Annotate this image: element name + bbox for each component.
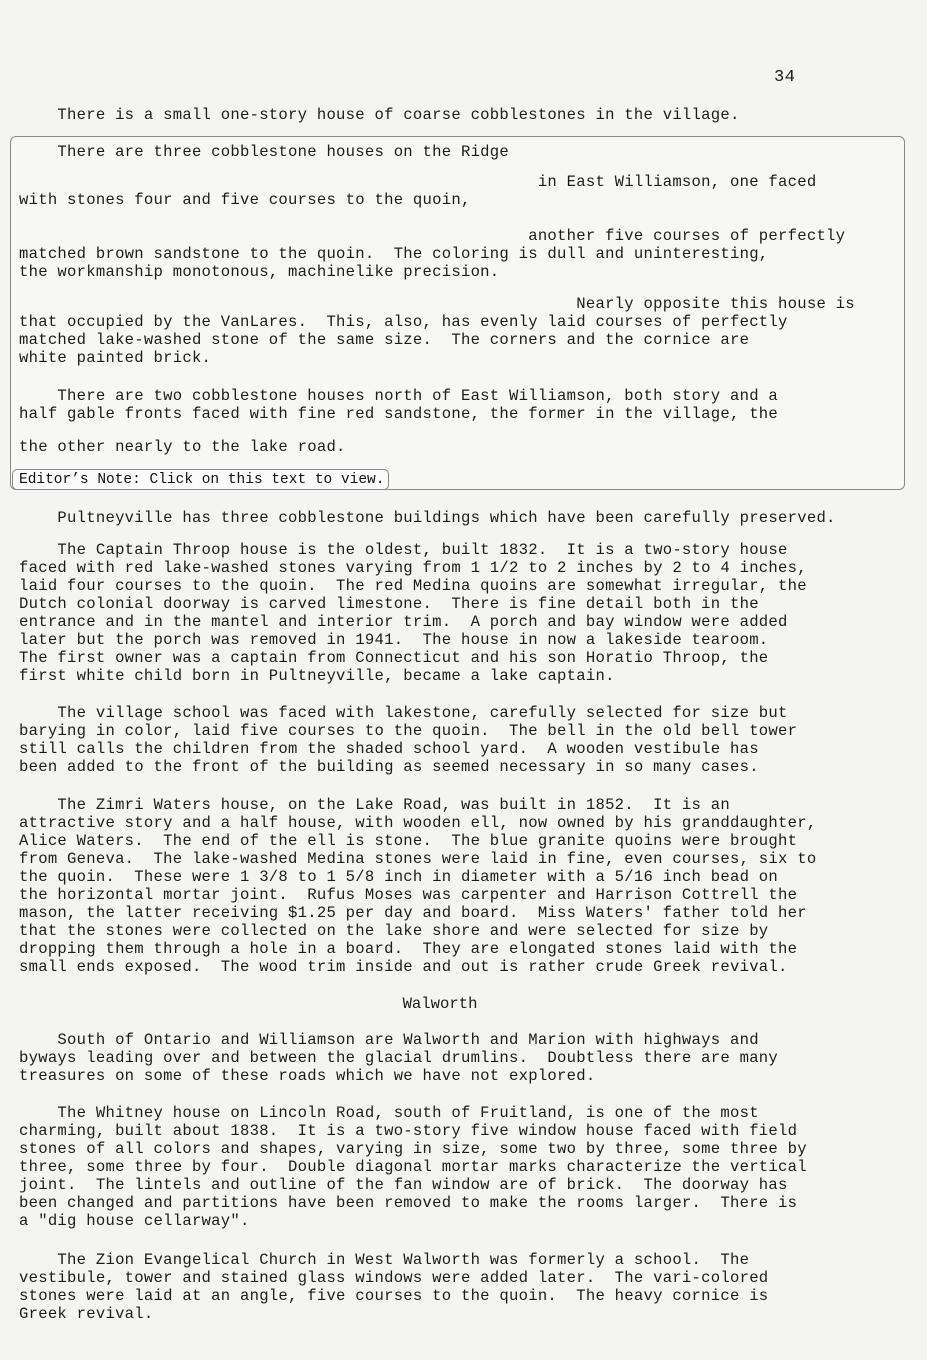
annotated-text-line: matched brown sandstone to the quoin. The coloring is dull and uninteresting, bbox=[19, 245, 769, 263]
body-text-line: byways leading over and between the glacial drumlins. Doubtless there are many bbox=[19, 1049, 779, 1067]
body-text-line: The Whitney house on Lincoln Road, south of Fruitland, is one of the most bbox=[19, 1104, 759, 1122]
body-text-line: Dutch colonial doorway is carved limestone. There is fine detail both in the bbox=[19, 595, 759, 613]
body-text-line: been added to the front of the building as seemed necessary in so many cases. bbox=[19, 758, 759, 776]
annotated-text-line: the other nearly to the lake road. bbox=[19, 438, 346, 456]
editor-note-button[interactable]: Editor’s Note: Click on this text to view. bbox=[12, 469, 389, 490]
body-text-line: The Zion Evangelical Church in West Walworth was formerly a school. The bbox=[19, 1251, 750, 1269]
body-text-line: mason, the latter receiving $1.25 per day and board. Miss Waters' father told her bbox=[19, 904, 807, 922]
body-text-line: The first owner was a captain from Connecticut and his son Horatio Throop, the bbox=[19, 649, 769, 667]
body-text-line: charming, built about 1838. It is a two-story five window house faced with field bbox=[19, 1122, 798, 1140]
body-text-line: small ends exposed. The wood trim inside and out is rather crude Greek revival. bbox=[19, 958, 788, 976]
body-text-line: Alice Waters. The end of the ell is stone. The blue granite quoins were brought bbox=[19, 832, 798, 850]
body-text-line: entrance and in the mantel and interior trim. A porch and bay window were added bbox=[19, 613, 788, 631]
body-text-line: dropping them through a hole in a board. They are elongated stones laid with the bbox=[19, 940, 798, 958]
body-text-line: treasures on some of these roads which we have not explored. bbox=[19, 1067, 596, 1085]
annotated-text-line: in East Williamson, one faced bbox=[19, 173, 817, 191]
annotated-text-line: half gable fronts faced with fine red sandstone, the former in the village, the bbox=[19, 405, 779, 423]
annotated-text-line: that occupied by the VanLares. This, also, has evenly laid courses of perfectly bbox=[19, 313, 788, 331]
body-text-line: South of Ontario and Williamson are Walworth and Marion with highways and bbox=[19, 1031, 759, 1049]
body-text-line: Greek revival. bbox=[19, 1305, 154, 1323]
annotated-text-line: with stones four and five courses to the quoin, bbox=[19, 191, 471, 209]
annotated-text-line: the workmanship monotonous, machinelike precision. bbox=[19, 263, 500, 281]
body-text-line: The Captain Throop house is the oldest, built 1832. It is a two-story house bbox=[19, 541, 788, 559]
body-text-line: Pultneyville has three cobblestone buildings which have been carefully preserved. bbox=[19, 509, 836, 527]
body-text-line: faced with red lake-washed stones varying from 1 1/2 to 2 inches by 2 to 4 inches, bbox=[19, 559, 807, 577]
annotated-text-line: There are three cobblestone houses on the Ridge bbox=[19, 143, 509, 161]
body-text-line: joint. The lintels and outline of the fan window are of brick. The doorway has bbox=[19, 1176, 788, 1194]
annotated-text-line: Nearly opposite this house is bbox=[19, 295, 855, 313]
body-text-line: still calls the children from the shaded school yard. A wooden vestibule has bbox=[19, 740, 759, 758]
body-text-line: later but the porch was removed in 1941. The house in now a lakeside tearoom. bbox=[19, 631, 769, 649]
body-text-line: stones of all colors and shapes, varying in size, some two by three, some three by bbox=[19, 1140, 807, 1158]
intro-paragraph: There is a small one-story house of coarse cobblestones in the village. bbox=[19, 106, 740, 124]
body-text-line: barying in color, laid five courses to the quoin. The bell in the old bell tower bbox=[19, 722, 798, 740]
body-text-line: that the stones were collected on the lake shore and were selected for size by bbox=[19, 922, 769, 940]
body-text-line: three, some three by four. Double diagonal mortar marks characterize the vertical bbox=[19, 1158, 807, 1176]
annotated-text-line: matched lake-washed stone of the same size. The corners and the cornice are bbox=[19, 331, 750, 349]
body-text-line: The Zimri Waters house, on the Lake Road, was built in 1852. It is an bbox=[19, 796, 730, 814]
body-text-line: stones were laid at an angle, five courses to the quoin. The heavy cornice is bbox=[19, 1287, 769, 1305]
body-text-line: been changed and partitions have been removed to make the rooms larger. There is bbox=[19, 1194, 798, 1212]
section-heading-walworth: Walworth bbox=[402, 995, 478, 1013]
annotated-text-line: white painted brick. bbox=[19, 349, 212, 367]
body-text-line: The village school was faced with lakestone, carefully selected for size but bbox=[19, 704, 788, 722]
body-text-line: vestibule, tower and stained glass windows were added later. The vari-colored bbox=[19, 1269, 769, 1287]
page-number: 34 bbox=[774, 68, 796, 87]
body-text-line: the quoin. These were 1 3/8 to 1 5/8 inch in diameter with a 5/16 inch bead on bbox=[19, 868, 779, 886]
annotated-text-line: There are two cobblestone houses north of East Williamson, both story and a bbox=[19, 387, 779, 405]
body-text-line: a "dig house cellarway". bbox=[19, 1212, 250, 1230]
body-text-line: the horizontal mortar joint. Rufus Moses was carpenter and Harrison Cottrell the bbox=[19, 886, 798, 904]
annotated-text-line: another five courses of perfectly bbox=[19, 227, 846, 245]
body-text-line: first white child born in Pultneyville, became a lake captain. bbox=[19, 667, 615, 685]
body-text-line: laid four courses to the quoin. The red Medina quoins are somewhat irregular, the bbox=[19, 577, 807, 595]
body-text-line: from Geneva. The lake-washed Medina stones were laid in fine, even courses, six to bbox=[19, 850, 817, 868]
body-text-line: attractive story and a half house, with wooden ell, now owned by his granddaughter, bbox=[19, 814, 817, 832]
